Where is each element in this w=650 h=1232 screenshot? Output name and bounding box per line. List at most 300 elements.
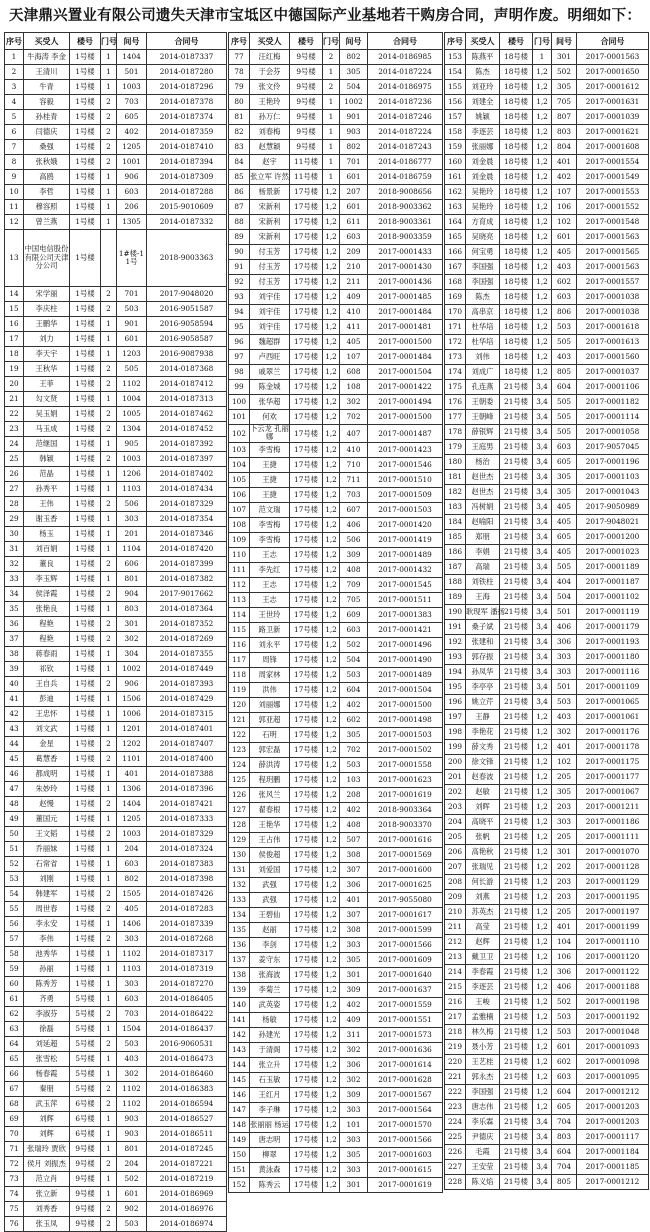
buyer-cell: 刘力 <box>24 332 70 347</box>
seq-cell: 44 <box>5 737 24 752</box>
table-row <box>445 620 649 635</box>
contract-cell: 2017-0001553 <box>577 185 649 200</box>
room-cell: 1406 <box>117 917 147 932</box>
building-cell: 21号楼 <box>500 485 533 500</box>
buyer-cell: 赵敏 <box>466 785 500 800</box>
building-cell: 21号楼 <box>500 1100 533 1115</box>
contract-cell: 2017-0001120 <box>577 950 649 965</box>
table-row <box>5 497 227 512</box>
seq-cell: 111 <box>229 562 250 577</box>
room-cell: 307 <box>340 907 368 922</box>
seq-cell: 110 <box>229 547 250 562</box>
unit-cell: 1,2 <box>533 1010 552 1025</box>
contract-cell: 2017-0001504 <box>368 365 443 380</box>
unit-cell: 2 <box>101 557 117 572</box>
building-cell: 17号楼 <box>290 622 323 637</box>
unit-cell: 1,2 <box>533 320 552 335</box>
table-row <box>5 422 227 437</box>
buyer-cell: 李玉辉 <box>24 572 70 587</box>
table-row <box>445 275 649 290</box>
room-cell: 402 <box>340 802 368 817</box>
room-cell: 409 <box>340 290 368 305</box>
contract-cell: 2014-0186974 <box>147 1217 227 1232</box>
unit-cell: 1 <box>101 917 117 932</box>
unit-cell: 2 <box>101 737 117 752</box>
table-row <box>229 832 443 847</box>
buyer-cell: 杨春霞 <box>24 1067 70 1082</box>
seq-cell: 188 <box>445 575 466 590</box>
unit-cell: 1,2 <box>323 1117 340 1132</box>
room-cell: 701 <box>117 287 147 302</box>
unit-cell: 1,2 <box>533 1025 552 1040</box>
unit-cell: 1 <box>101 782 117 797</box>
unit-cell: 1,2 <box>323 1162 340 1177</box>
table-row <box>229 937 443 952</box>
buyer-cell: 林久梅 <box>466 1025 500 1040</box>
seq-cell: 18 <box>5 347 24 362</box>
buyer-cell: 王艳玲 <box>250 95 290 110</box>
buyer-cell: 宋新利 <box>250 230 290 245</box>
room-cell: 503 <box>340 667 368 682</box>
table-row <box>445 845 649 860</box>
unit-cell: 2 <box>101 797 117 812</box>
buyer-cell: 刘辉 <box>24 1112 70 1127</box>
table-row <box>229 410 443 425</box>
table-row <box>229 847 443 862</box>
header-buyer: 买受人 <box>250 33 290 50</box>
table-row <box>445 470 649 485</box>
table-row <box>5 647 227 662</box>
building-cell: 17号楼 <box>290 320 323 335</box>
room-cell: 906 <box>117 170 147 185</box>
table-row <box>5 1202 227 1217</box>
contract-cell: 2014-0187224 <box>368 125 443 140</box>
unit-cell: 1,2 <box>323 275 340 290</box>
buyer-cell: 刘永平 <box>250 637 290 652</box>
contract-cell: 2014-0187236 <box>368 95 443 110</box>
contract-cell: 2017-0001430 <box>368 260 443 275</box>
contract-cell: 2014-0187309 <box>147 170 227 185</box>
contract-cell: 2017-0001631 <box>577 95 649 110</box>
buyer-cell: 刘成广 <box>466 365 500 380</box>
room-cell: 503 <box>117 1037 147 1052</box>
contract-cell: 2014-0187388 <box>147 767 227 782</box>
unit-cell: 2 <box>101 125 117 140</box>
table-row <box>445 710 649 725</box>
contract-cell: 2017-0001625 <box>368 877 443 892</box>
table-row <box>445 890 649 905</box>
seq-cell: 139 <box>229 982 250 997</box>
contract-cell: 2014-0187421 <box>147 797 227 812</box>
buyer-cell: 赵丽 <box>250 922 290 937</box>
table-row <box>5 200 227 215</box>
contract-cell: 2014-0187426 <box>147 887 227 902</box>
table-row <box>445 140 649 155</box>
seq-cell: 89 <box>229 230 250 245</box>
seq-cell: 171 <box>445 320 466 335</box>
seq-cell: 14 <box>5 287 24 302</box>
unit-cell: 1,2 <box>323 967 340 982</box>
building-cell: 17号楼 <box>290 862 323 877</box>
buyer-cell: 王朝峰 <box>466 410 500 425</box>
contract-cell: 2017-0001650 <box>577 65 649 80</box>
buyer-cell: 李天宇 <box>24 347 70 362</box>
room-cell: 1102 <box>117 947 147 962</box>
buyer-cell: 王朝委 <box>466 395 500 410</box>
table-row <box>229 622 443 637</box>
room-cell: 601 <box>552 230 577 245</box>
unit-cell: 1,2 <box>323 682 340 697</box>
table-row <box>5 467 227 482</box>
building-cell: 11号楼 <box>290 155 323 170</box>
seq-cell: 80 <box>229 95 250 110</box>
room-cell: 1306 <box>117 782 147 797</box>
building-cell: 17号楼 <box>290 967 323 982</box>
unit-cell: 1 <box>101 332 117 347</box>
table-row <box>445 1115 649 1130</box>
buyer-cell: 宋新利 <box>250 200 290 215</box>
unit-cell: 1,2 <box>323 200 340 215</box>
header-room: 间号 <box>117 33 147 50</box>
header-building: 楼号 <box>500 33 533 50</box>
building-cell: 18号楼 <box>500 350 533 365</box>
room-cell: 504 <box>552 590 577 605</box>
building-cell: 17号楼 <box>290 982 323 997</box>
buyer-cell: 周家林 <box>250 667 290 682</box>
building-cell: 21号楼 <box>500 680 533 695</box>
unit-cell: 1 <box>101 572 117 587</box>
seq-cell: 162 <box>445 185 466 200</box>
unit-cell: 3,4 <box>533 665 552 680</box>
buyer-cell: 李逐芸 <box>466 980 500 995</box>
buyer-cell: 高艳秋 <box>466 845 500 860</box>
building-cell: 21号楼 <box>500 860 533 875</box>
seq-cell: 76 <box>5 1217 24 1232</box>
seq-cell: 125 <box>229 772 250 787</box>
seq-cell: 128 <box>229 817 250 832</box>
table-row <box>445 485 649 500</box>
room-cell: 1504 <box>117 1022 147 1037</box>
contract-cell: 2017-0001489 <box>368 667 443 682</box>
room-cell: 106 <box>552 950 577 965</box>
contract-cell: 2017-9048020 <box>147 287 227 302</box>
buyer-cell: 杨玉 <box>24 527 70 542</box>
contract-cell: 2014-0187382 <box>147 572 227 587</box>
buyer-cell: 谢玉香 <box>24 512 70 527</box>
table-row <box>229 487 443 502</box>
table-row <box>229 1162 443 1177</box>
notice-headline: 天津鼎兴置业有限公司遗失天津市宝坻区中德国际产业基地若干购房合同，声明作废。明细如下： <box>8 7 642 24</box>
seq-cell: 209 <box>445 890 466 905</box>
building-cell: 17号楼 <box>290 365 323 380</box>
building-cell: 17号楼 <box>290 487 323 502</box>
unit-cell: 1 <box>101 1172 117 1187</box>
table-row <box>5 797 227 812</box>
unit-cell: 1,2 <box>533 770 552 785</box>
buyer-cell: 王庭男 <box>466 440 500 455</box>
buyer-cell: 姜守东 <box>250 952 290 967</box>
unit-cell: 1 <box>101 437 117 452</box>
contract-cell: 2017-0001195 <box>577 890 649 905</box>
contract-table-col1 <box>4 32 227 1232</box>
contract-cell: 2017-0001037 <box>577 365 649 380</box>
contract-cell: 2017-0001609 <box>368 952 443 967</box>
buyer-cell: 王清川 <box>24 65 70 80</box>
building-cell: 21号楼 <box>500 650 533 665</box>
room-cell: 203 <box>552 800 577 815</box>
building-cell: 6号楼 <box>70 1112 101 1127</box>
seq-cell: 65 <box>5 1052 24 1067</box>
room-cell: 503 <box>552 1025 577 1040</box>
unit-cell: 1 <box>101 767 117 782</box>
buyer-cell: 方育成 <box>466 215 500 230</box>
table-row <box>5 857 227 872</box>
table-row <box>229 335 443 350</box>
room-cell: 301 <box>340 967 368 982</box>
room-cell: 408 <box>340 817 368 832</box>
buyer-cell: 石玉敏 <box>250 1072 290 1087</box>
unit-cell: 1 <box>101 1067 117 1082</box>
table-row <box>229 772 443 787</box>
building-cell: 17号楼 <box>290 425 323 443</box>
contract-cell: 2017-0001039 <box>577 110 649 125</box>
building-cell: 17号楼 <box>290 937 323 952</box>
seq-cell: 10 <box>5 185 24 200</box>
unit-cell: 1,2 <box>533 980 552 995</box>
seq-cell: 95 <box>229 320 250 335</box>
contract-cell: 2014-0187429 <box>147 692 227 707</box>
buyer-cell: 张华超 <box>250 395 290 410</box>
buyer-cell: 王红月 <box>250 1087 290 1102</box>
unit-cell: 1,2 <box>533 950 552 965</box>
buyer-cell: 葛慧香 <box>24 752 70 767</box>
table-row <box>229 967 443 982</box>
contract-cell: 2014-0187374 <box>147 110 227 125</box>
buyer-cell: 金星 <box>24 737 70 752</box>
buyer-cell: 杨景新 <box>250 185 290 200</box>
buyer-cell: 张文伶 <box>250 80 290 95</box>
buyer-cell: 刘宇佳 <box>250 305 290 320</box>
room-cell: 405 <box>117 902 147 917</box>
contract-cell: 2014-0187449 <box>147 662 227 677</box>
room-cell: 401 <box>552 155 577 170</box>
seq-cell: 81 <box>229 110 250 125</box>
seq-cell: 83 <box>229 140 250 155</box>
table-row <box>445 80 649 95</box>
contract-cell: 2014-0186777 <box>368 155 443 170</box>
buyer-cell: 李庆柱 <box>24 302 70 317</box>
table-row <box>445 95 649 110</box>
building-cell: 17号楼 <box>290 562 323 577</box>
unit-cell: 1,2 <box>323 757 340 772</box>
building-cell: 17号楼 <box>290 200 323 215</box>
unit-cell: 1,2 <box>533 110 552 125</box>
table-row <box>229 592 443 607</box>
room-cell: 704 <box>552 1160 577 1175</box>
seq-cell: 29 <box>5 512 24 527</box>
seq-cell: 223 <box>445 1100 466 1115</box>
table-row <box>445 1100 649 1115</box>
unit-cell: 3,4 <box>533 455 552 470</box>
table-row <box>229 922 443 937</box>
contract-cell: 2017-0001098 <box>577 1055 649 1070</box>
building-cell: 5号楼 <box>70 1037 101 1052</box>
buyer-cell: 何宝勇 <box>466 245 500 260</box>
seq-cell: 184 <box>445 515 466 530</box>
table-row <box>229 1012 443 1027</box>
seq-cell: 187 <box>445 560 466 575</box>
seq-cell: 118 <box>229 667 250 682</box>
buyer-cell: 王峻 <box>466 995 500 1010</box>
unit-cell: 2 <box>101 422 117 437</box>
buyer-cell: 李伟 <box>24 932 70 947</box>
seq-cell: 75 <box>5 1202 24 1217</box>
buyer-cell: 吴艳玲 <box>466 185 500 200</box>
building-cell: 21号楼 <box>500 590 533 605</box>
unit-cell: 3,4 <box>533 560 552 575</box>
unit-cell: 3,4 <box>533 635 552 650</box>
seq-cell: 147 <box>229 1102 250 1117</box>
contract-cell: 2014-0186460 <box>147 1067 227 1082</box>
buyer-cell: 李亭亭 <box>466 680 500 695</box>
buyer-cell: 毛霞 <box>466 1145 500 1160</box>
room-cell: 403 <box>117 1052 147 1067</box>
room-cell: 107 <box>340 350 368 365</box>
contract-cell: 2017-0001180 <box>577 650 649 665</box>
building-cell: 9号楼 <box>290 95 323 110</box>
seq-cell: 40 <box>5 677 24 692</box>
unit-cell: 1 <box>101 602 117 617</box>
room-cell: 503 <box>552 695 577 710</box>
building-cell: 21号楼 <box>500 515 533 530</box>
room-cell: 402 <box>340 697 368 712</box>
seq-cell: 92 <box>229 275 250 290</box>
room-cell: 303 <box>117 977 147 992</box>
buyer-cell: 刘宇佳 <box>250 320 290 335</box>
contract-cell: 2017-0001608 <box>577 140 649 155</box>
unit-cell: 1 <box>101 977 117 992</box>
room-cell: 1003 <box>117 827 147 842</box>
table-row <box>5 362 227 377</box>
contract-cell: 2017-0001500 <box>368 697 443 712</box>
table-row <box>445 1040 649 1055</box>
building-cell: 1号楼 <box>70 917 101 932</box>
buyer-cell: 韩建军 <box>24 887 70 902</box>
building-cell: 1号楼 <box>70 95 101 110</box>
table-row <box>445 950 649 965</box>
room-cell: 801 <box>117 572 147 587</box>
seq-cell: 99 <box>229 380 250 395</box>
contract-cell: 2017-0001503 <box>368 727 443 742</box>
building-cell: 1号楼 <box>70 65 101 80</box>
room-cell: 504 <box>340 652 368 667</box>
table-row <box>445 1010 649 1025</box>
table-row <box>445 365 649 380</box>
buyer-cell: 薛洪涛 <box>250 757 290 772</box>
table-row <box>229 380 443 395</box>
building-cell: 21号楼 <box>500 1160 533 1175</box>
unit-cell: 3,4 <box>533 1130 552 1145</box>
room-cell: 206 <box>117 200 147 215</box>
contract-cell: 2014-0186975 <box>368 80 443 95</box>
contract-cell: 2017-0001573 <box>368 1027 443 1042</box>
buyer-cell: 魏超群 <box>250 335 290 350</box>
contract-cell: 2017-0001552 <box>577 200 649 215</box>
contract-cell: 2014-0187268 <box>147 932 227 947</box>
table-row <box>229 395 443 410</box>
contract-cell: 2018-9003359 <box>368 230 443 245</box>
building-cell: 18号楼 <box>500 155 533 170</box>
table-row <box>445 635 649 650</box>
unit-cell: 1,2 <box>323 1042 340 1057</box>
room-cell: 1003 <box>117 452 147 467</box>
building-cell: 18号楼 <box>500 320 533 335</box>
room-cell: 306 <box>340 1057 368 1072</box>
table-row <box>5 572 227 587</box>
table-row <box>229 1042 443 1057</box>
seq-cell: 210 <box>445 905 466 920</box>
table-row <box>5 692 227 707</box>
table-row <box>5 1172 227 1187</box>
buyer-cell: 赵喻阳 <box>466 515 500 530</box>
contract-cell: 2017-0001548 <box>577 215 649 230</box>
unit-cell: 1,2 <box>323 727 340 742</box>
building-cell: 21号楼 <box>500 995 533 1010</box>
unit-cell: 1 <box>101 872 117 887</box>
buyer-cell: 刘辉 <box>24 1127 70 1142</box>
unit-cell: 1 <box>101 1022 117 1037</box>
building-cell: 17号楼 <box>290 577 323 592</box>
room-cell: 305 <box>552 785 577 800</box>
building-cell: 21号楼 <box>500 395 533 410</box>
contract-cell: 2017-0001637 <box>368 982 443 997</box>
seq-cell: 79 <box>229 80 250 95</box>
table-row <box>5 215 227 230</box>
contract-cell: 2014-0186759 <box>368 170 443 185</box>
seq-cell: 53 <box>5 872 24 887</box>
seq-cell: 84 <box>229 155 250 170</box>
seq-cell: 212 <box>445 935 466 950</box>
table-row <box>5 155 227 170</box>
building-cell: 21号楼 <box>500 710 533 725</box>
building-cell: 17号楼 <box>290 305 323 320</box>
room-cell: 407 <box>340 425 368 443</box>
seq-cell: 51 <box>5 842 24 857</box>
contract-cell: 2017-0001621 <box>577 125 649 140</box>
seq-cell: 164 <box>445 215 466 230</box>
unit-cell: 2 <box>101 827 117 842</box>
seq-cell: 78 <box>229 65 250 80</box>
seq-cell: 220 <box>445 1055 466 1070</box>
buyer-cell: 王忠怀 <box>24 707 70 722</box>
contract-cell: 2017-0001565 <box>577 245 649 260</box>
building-cell: 21号楼 <box>500 785 533 800</box>
unit-cell: 1,2 <box>323 862 340 877</box>
contract-cell: 2018-9003364 <box>368 802 443 817</box>
seq-cell: 68 <box>5 1097 24 1112</box>
buyer-cell: 李娟 <box>466 545 500 560</box>
room-cell: 302 <box>552 725 577 740</box>
table-row <box>445 260 649 275</box>
buyer-cell: 苏英杰 <box>466 905 500 920</box>
unit-cell: 3,4 <box>533 470 552 485</box>
unit-cell: 1,2 <box>533 200 552 215</box>
room-cell: 805 <box>552 365 577 380</box>
buyer-cell: 刘爱国 <box>250 862 290 877</box>
seq-cell: 12 <box>5 215 24 230</box>
contract-cell: 2017-0001599 <box>368 922 443 937</box>
unit-cell: 1 <box>101 1052 117 1067</box>
